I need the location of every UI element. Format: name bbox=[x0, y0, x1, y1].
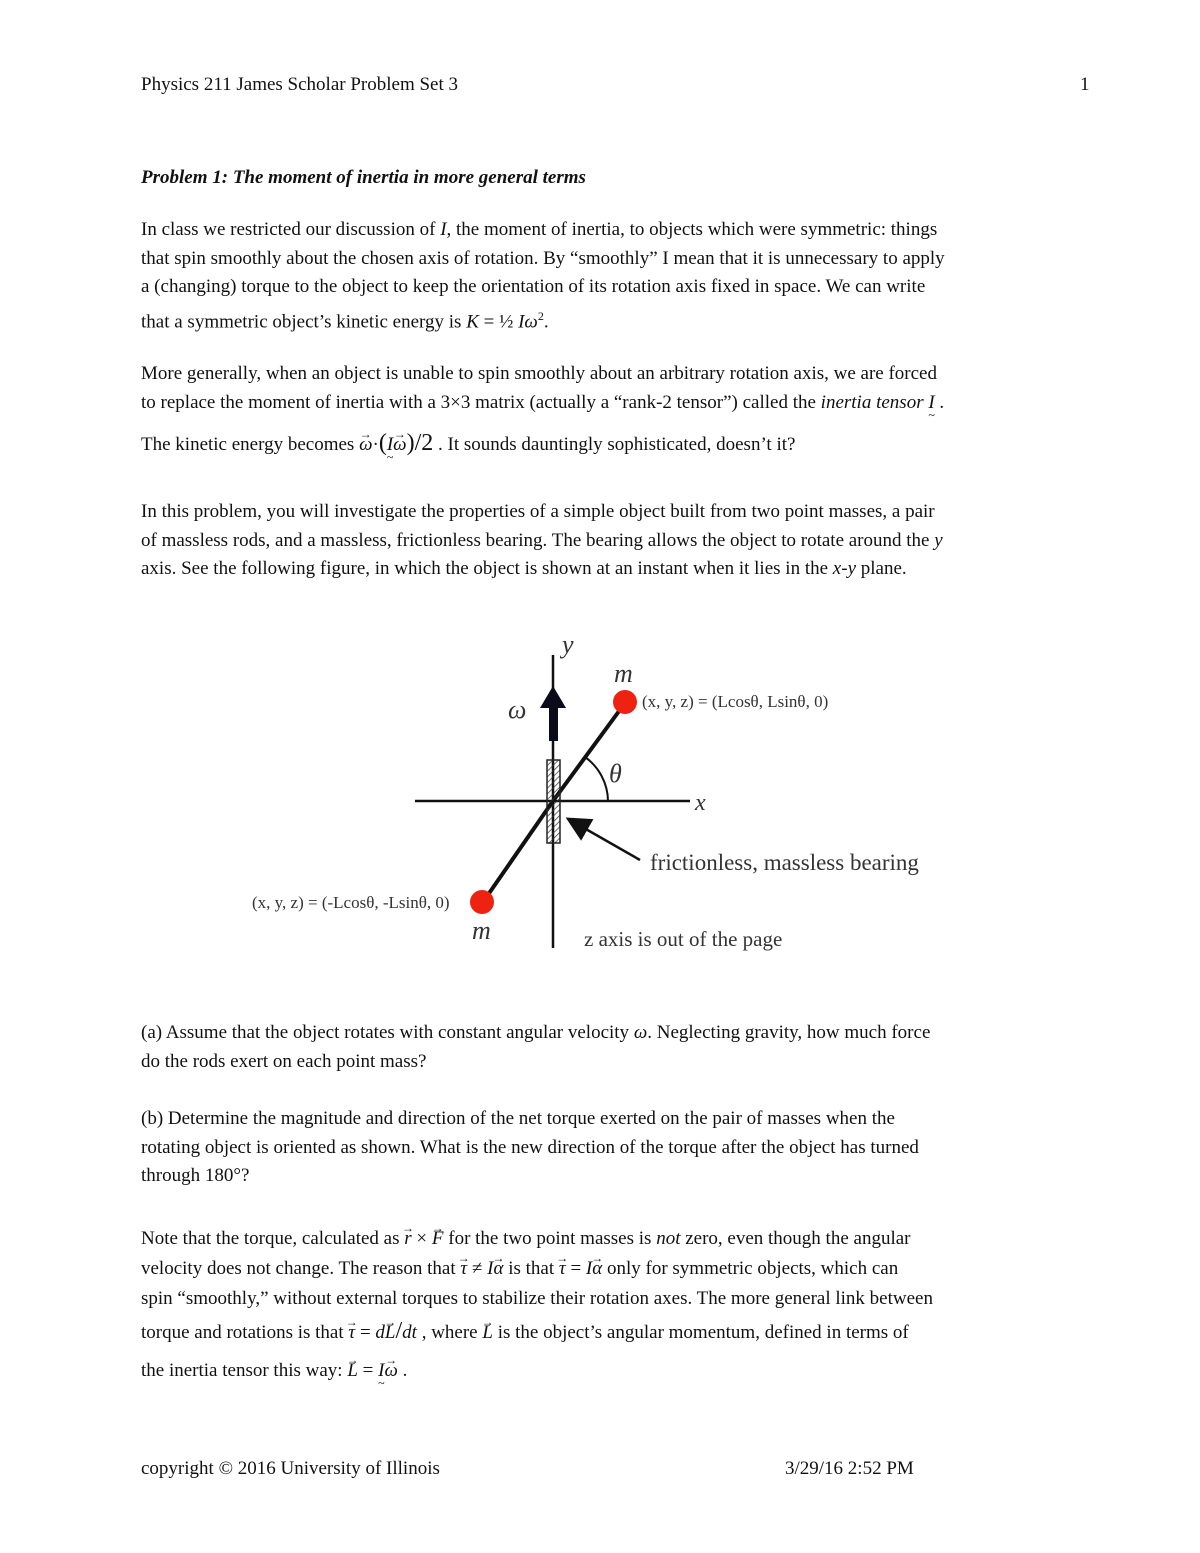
math-segment: not bbox=[656, 1228, 681, 1249]
z-axis-note: z axis is out of the page bbox=[584, 927, 783, 951]
text-segment: (b) Determine the magnitude and direction of the net torque exerted on the pair of masses when the bbox=[141, 1108, 895, 1129]
text-segment: . bbox=[543, 311, 549, 333]
text-segment: More generally, when an object is unable to spin smoothly about an arbitrary rotation axis, we are forced bbox=[141, 363, 937, 384]
bearing bbox=[547, 760, 560, 843]
text-segment: = bbox=[565, 1258, 586, 1279]
text-segment: = ½ bbox=[478, 311, 519, 333]
text-segment: the inertia tensor this way: bbox=[141, 1360, 348, 1381]
math-segment: → r bbox=[404, 1224, 411, 1254]
math-segment: → ω bbox=[384, 1356, 397, 1386]
math-segment: I ~ bbox=[928, 389, 934, 418]
y-axis-label: y bbox=[562, 630, 574, 659]
text-segment: that a symmetric object’s kinetic energy is bbox=[141, 311, 467, 333]
text-segment: = bbox=[357, 1360, 379, 1381]
text-segment: spin “smoothly,” without external torques to stabilize their rotation axes. The more general link between bbox=[141, 1288, 933, 1309]
text-line bbox=[141, 1356, 1071, 1386]
x-axis-label: x bbox=[695, 790, 706, 816]
footer-datetime: 3/29/16 2:52 PM bbox=[785, 1458, 914, 1479]
text-segment: . Neglecting gravity, how much force bbox=[647, 1022, 931, 1043]
math-segment: → ω bbox=[393, 431, 406, 460]
mass-top bbox=[613, 690, 637, 714]
text-segment: · bbox=[372, 434, 379, 456]
bearing-label: frictionless, massless bearing bbox=[650, 850, 919, 875]
math-segment: → τ bbox=[460, 1254, 467, 1284]
text-segment: axis. See the following figure, in which the object is shown at an instant when it lies in the bbox=[141, 558, 833, 580]
theta-label: θ bbox=[609, 759, 622, 788]
math-segment: → τ bbox=[348, 1318, 355, 1348]
math-segment: → α bbox=[493, 1254, 503, 1284]
text-segment: torque and rotations is that bbox=[141, 1322, 349, 1343]
text-segment: . It sounds dauntingly sophisticated, doesn’t it? bbox=[433, 434, 796, 456]
text-segment: plane. bbox=[856, 558, 907, 580]
text-segment: through 180°? bbox=[141, 1165, 250, 1187]
mass-top-label: m bbox=[614, 659, 633, 688]
text-segment: × bbox=[411, 1228, 432, 1249]
text-segment: is that bbox=[503, 1258, 559, 1279]
math-segment: /2 bbox=[414, 430, 434, 457]
text-line bbox=[141, 1105, 1071, 1134]
math-segment: → α bbox=[592, 1254, 602, 1284]
math-segment: x bbox=[832, 558, 842, 580]
math-segment: 2 bbox=[537, 309, 544, 324]
math-segment: I bbox=[440, 219, 447, 240]
math-segment: ( bbox=[378, 430, 387, 457]
text-line bbox=[141, 1316, 1071, 1346]
math-segment: → L bbox=[385, 1318, 396, 1348]
question-b bbox=[141, 1105, 1071, 1191]
text-segment: zero, even though the angular bbox=[680, 1228, 911, 1249]
math-segment: I bbox=[487, 1258, 494, 1279]
text-segment: ≠ bbox=[467, 1258, 488, 1279]
math-segment: dt bbox=[402, 1322, 417, 1343]
math-segment: I ~ bbox=[387, 431, 393, 460]
text-segment: to replace the moment of inertia with a 3×3 matrix (actually a “rank-2 tensor”) called the bbox=[141, 391, 821, 413]
text-segment: . bbox=[397, 1360, 408, 1381]
math-segment: d bbox=[375, 1322, 385, 1343]
math-segment: → ω bbox=[359, 431, 372, 460]
omega-label: ω⃗ bbox=[508, 695, 547, 724]
text-segment: rotating object is oriented as shown. What is the new direction of the torque after the object has turned bbox=[141, 1136, 919, 1158]
bearing-pointer-arrow bbox=[570, 820, 640, 860]
torque-note bbox=[141, 1224, 1071, 1386]
text-segment: , where bbox=[416, 1322, 483, 1343]
text-line bbox=[141, 1134, 1071, 1163]
text-line bbox=[141, 1254, 1071, 1284]
mass-bottom bbox=[470, 890, 494, 914]
text-segment: for the two point masses is bbox=[443, 1228, 657, 1249]
text-line bbox=[141, 1162, 1071, 1191]
text-segment: - bbox=[841, 558, 848, 580]
text-segment: do the rods exert on each point mass? bbox=[141, 1050, 427, 1072]
lower-rod bbox=[483, 801, 553, 902]
text-segment: that spin smoothly about the chosen axis of rotation. By “smoothly” I mean that it is unnecessary to apply bbox=[141, 247, 945, 269]
math-segment: → F bbox=[432, 1224, 444, 1254]
text-segment: The kinetic energy becomes bbox=[141, 434, 360, 456]
question-a bbox=[141, 1019, 1071, 1076]
math-segment: y bbox=[847, 558, 856, 580]
math-segment: I ~ bbox=[378, 1356, 384, 1386]
math-segment: → τ bbox=[559, 1254, 566, 1284]
footer-copyright: copyright © 2016 University of Illinois bbox=[141, 1458, 440, 1479]
mass-bottom-coords: (x, y, z) = (-Lcosθ, -Lsinθ, 0) bbox=[252, 893, 450, 912]
math-segment: y bbox=[934, 529, 943, 551]
math-segment: Iω bbox=[518, 311, 538, 333]
text-line bbox=[141, 1284, 1071, 1314]
math-segment: inertia tensor bbox=[820, 391, 924, 413]
text-segment: In this problem, you will investigate the properties of a simple object built from two point masses, a pair bbox=[141, 501, 935, 522]
math-segment: / bbox=[395, 1318, 403, 1344]
text-segment: is the object’s angular momentum, defined in terms of bbox=[492, 1322, 909, 1343]
math-segment: ω bbox=[633, 1022, 648, 1043]
math-segment: ) bbox=[406, 430, 415, 457]
text-line bbox=[141, 1224, 1071, 1254]
text-segment: , the moment of inertia, to objects which were symmetric: things bbox=[446, 219, 938, 240]
mass-top-coords: (x, y, z) = (Lcosθ, Lsinθ, 0) bbox=[642, 692, 829, 711]
text-segment: (a) Assume that the object rotates with constant angular velocity bbox=[141, 1022, 634, 1043]
text-segment: = bbox=[355, 1322, 376, 1343]
text-segment: of massless rods, and a massless, frictionless bearing. The bearing allows the object to rotate around the bbox=[141, 529, 935, 551]
math-segment: I bbox=[585, 1258, 593, 1279]
text-segment: Note that the torque, calculated as bbox=[141, 1228, 405, 1249]
text-segment: . bbox=[934, 391, 945, 413]
page-number: 1 bbox=[1080, 74, 1090, 95]
text-segment: only for symmetric objects, which can bbox=[602, 1258, 899, 1279]
text-segment: a (changing) torque to the object to keep the orientation of its rotation axis fixed in space. We can write bbox=[141, 276, 926, 298]
math-segment: K bbox=[466, 311, 479, 333]
theta-arc bbox=[585, 757, 608, 801]
math-segment: → L bbox=[347, 1356, 358, 1386]
problem-title: Problem 1: The moment of inertia in more general terms bbox=[141, 167, 586, 188]
text-segment: velocity does not change. The reason that bbox=[141, 1258, 461, 1279]
math-segment: → L bbox=[482, 1318, 493, 1348]
text-segment: In class we restricted our discussion of bbox=[141, 219, 441, 240]
page-header: Physics 211 James Scholar Problem Set 3 bbox=[141, 74, 458, 95]
text-line bbox=[141, 1019, 1071, 1048]
mass-bottom-label: m bbox=[472, 916, 491, 945]
text-line bbox=[141, 1048, 1071, 1077]
